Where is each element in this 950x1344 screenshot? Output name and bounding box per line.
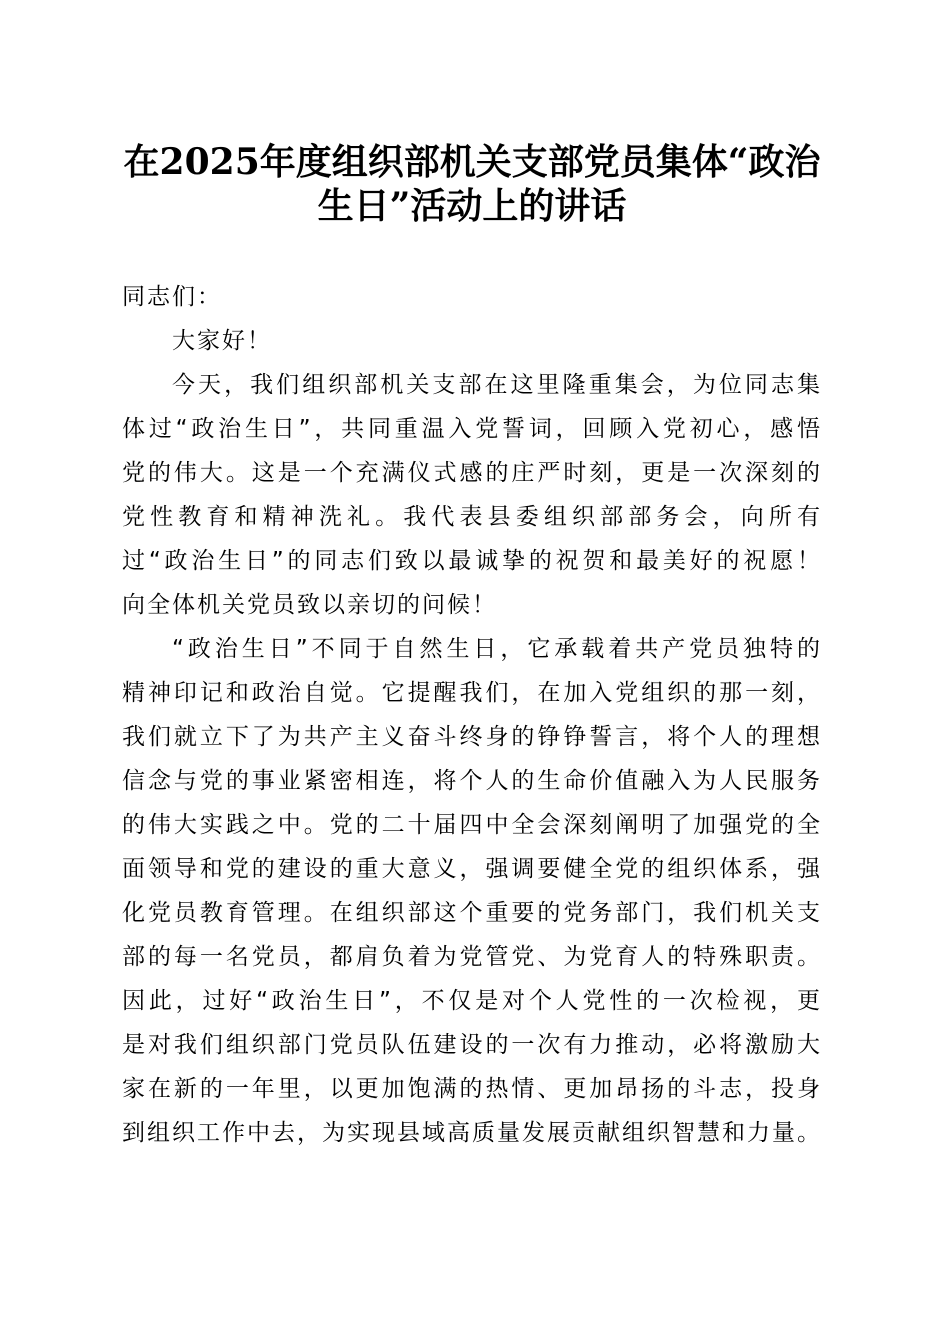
paragraph-1-line: 党的伟大。这是一个充满仪式感的庄严时刻，更是一次深刻的 bbox=[122, 460, 822, 486]
paragraph-1-line: 体过“政治生日”，共同重温入党誓词，回顾入党初心，感悟 bbox=[122, 416, 822, 442]
paragraph-1-line: 今天，我们组织部机关支部在这里隆重集会，为位同志集 bbox=[172, 372, 822, 398]
document-body bbox=[122, 275, 822, 1155]
salutation: 同志们： bbox=[122, 284, 222, 310]
paragraph-2 bbox=[122, 627, 822, 1155]
title-line-2: 生日”活动上的讲话 bbox=[317, 185, 627, 227]
paragraph-2-line: 精神印记和政治自觉。它提醒我们，在加入党组织的那一刻， bbox=[122, 680, 822, 706]
paragraph-2-line: 部的每一名党员，都肩负着为党管党、为党育人的特殊职责。 bbox=[122, 944, 822, 970]
paragraph-2-line: 的伟大实践之中。党的二十届四中全会深刻阐明了加强党的全 bbox=[122, 812, 822, 838]
paragraph-1 bbox=[122, 363, 822, 627]
title-line-1: 在2025年度组织部机关支部党员集体“政治 bbox=[123, 141, 821, 183]
document-title bbox=[122, 140, 822, 228]
greeting: 大家好！ bbox=[172, 328, 272, 354]
paragraph-1-line: 党性教育和精神洗礼。我代表县委组织部部务会，向所有 bbox=[122, 504, 822, 530]
paragraph-2-line: 信念与党的事业紧密相连，将个人的生命价值融入为人民服务 bbox=[122, 768, 822, 794]
paragraph-2-line: 面领导和党的建设的重大意义，强调要健全党的组织体系，强 bbox=[122, 856, 822, 882]
paragraph-2-line: 家在新的一年里，以更加饱满的热情、更加昂扬的斗志，投身 bbox=[122, 1076, 822, 1102]
paragraph-2-line: 我们就立下了为共产主义奋斗终身的铮铮誓言，将个人的理想 bbox=[122, 724, 822, 750]
paragraph-1-line: 向全体机关党员致以亲切的问候！ bbox=[122, 592, 497, 618]
paragraph-2-line: 到组织工作中去，为实现县域高质量发展贡献组织智慧和力量。 bbox=[122, 1120, 822, 1146]
paragraph-2-line: 化党员教育管理。在组织部这个重要的党务部门，我们机关支 bbox=[122, 900, 822, 926]
paragraph-1-line: 过“政治生日”的同志们致以最诚挚的祝贺和最美好的祝愿！ bbox=[122, 548, 822, 574]
paragraph-2-line: 是对我们组织部门党员队伍建设的一次有力推动，必将激励大 bbox=[122, 1032, 822, 1058]
paragraph-2-line: 因此，过好“政治生日”，不仅是对个人党性的一次检视，更 bbox=[122, 988, 822, 1014]
paragraph-2-line: “政治生日”不同于自然生日，它承载着共产党员独特的 bbox=[172, 636, 822, 662]
